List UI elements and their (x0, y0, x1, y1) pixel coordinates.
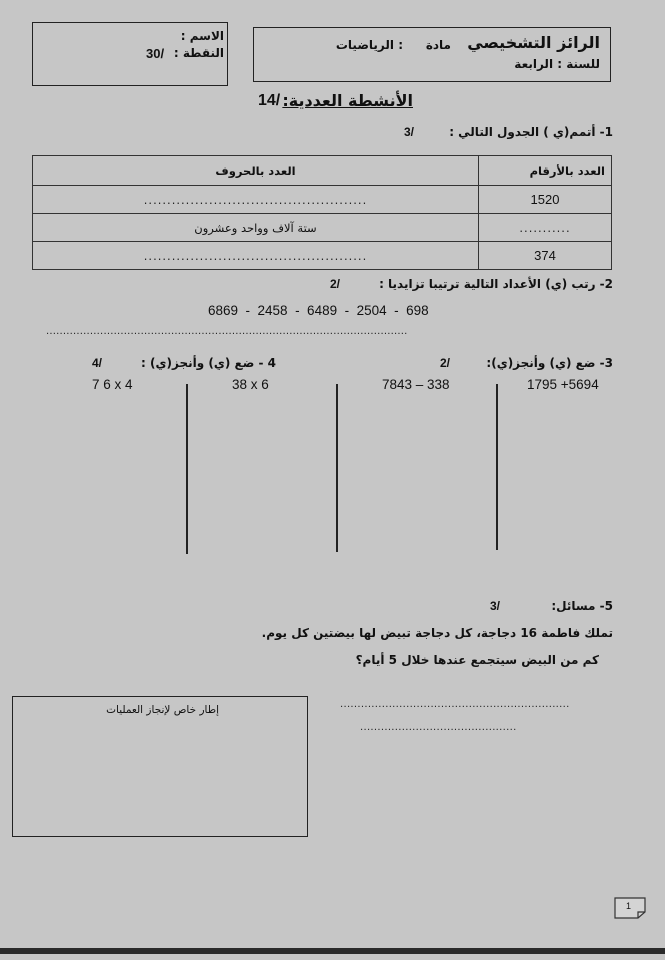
operations-box[interactable] (12, 696, 308, 837)
section-title: الأنشطة العددية: (282, 91, 413, 110)
q4-op1: 38 x 6 (232, 377, 269, 392)
q5-question: كم من البيض سيتجمع عندها خلال 5 أيام؟ (355, 653, 599, 667)
subject-value: : الرياضيات (335, 38, 403, 52)
col-digits-header: العدد بالأرقام (479, 156, 612, 186)
row3-digits: 374 (479, 242, 612, 270)
q2-score: 2/ (330, 277, 341, 291)
subject-label: مادة (425, 38, 451, 52)
q2-answer-line[interactable]: ........................................................................................................... (46, 326, 408, 337)
name-label: الاسم : (180, 29, 224, 43)
divider-line-3 (186, 384, 188, 554)
divider-line-1 (496, 384, 498, 550)
table-row (33, 242, 612, 270)
row2-digits[interactable]: ........... (479, 214, 612, 242)
operations-box-label: إطار خاص لإنجاز العمليات (106, 704, 219, 716)
q1-label: 1- أتمم(ي ) الجدول التالي : (449, 125, 613, 139)
q3-op2: 7843 – 338 (382, 377, 450, 392)
q5-label: 5- مسائل: (551, 599, 613, 613)
row1-letters[interactable]: ................................................ (33, 186, 479, 214)
col-letters-header: العدد بالحروف (33, 156, 479, 186)
row2-letters: ستة آلاف وواحد وعشرون (33, 214, 479, 242)
table-header-row (33, 156, 612, 186)
table-row (33, 214, 612, 242)
bottom-edge (0, 948, 665, 954)
q3-op1: 1795 +5694 (527, 377, 599, 392)
q4-op2: 7 6 x 4 (92, 377, 133, 392)
q1-table (32, 155, 612, 270)
row1-digits: 1520 (479, 186, 612, 214)
q5-score: 3/ (490, 599, 501, 613)
q2-label: 2- رتب (ي) الأعداد التالية ترتيبا تزايديا : (379, 277, 613, 291)
q2-numbers: 6869 - 2458 - 6489 - 2504 - 698 (208, 303, 429, 318)
q3-label: 3- ضع (ي) وأنجز(ي): (486, 356, 613, 370)
divider-line-2 (336, 384, 338, 552)
q4-label: 4 - ضع (ي) وأنجز(ي) : (141, 356, 276, 370)
test-title: الرائز التشخيصي (467, 33, 600, 52)
grade-value: 30/ (146, 46, 165, 61)
page-number: 1 (626, 901, 632, 911)
q5-problem: تملك فاطمة 16 دجاجة، كل دجاجة تبيض لها بيضتين كل يوم. (261, 626, 613, 640)
q3-score: 2/ (440, 356, 451, 370)
row3-letters[interactable]: ................................................ (33, 242, 479, 270)
table-row (33, 186, 612, 214)
section-score: 14/ (258, 92, 281, 109)
q4-score: 4/ (92, 356, 103, 370)
year-label: للسنة : الرابعة (514, 57, 600, 71)
q1-score: 3/ (404, 125, 415, 139)
grade-label: النقطة : (173, 46, 224, 60)
q5-answer-line-2[interactable]: ............................................. (360, 722, 517, 733)
q5-answer-line-1[interactable]: .................................................................. (340, 699, 570, 710)
